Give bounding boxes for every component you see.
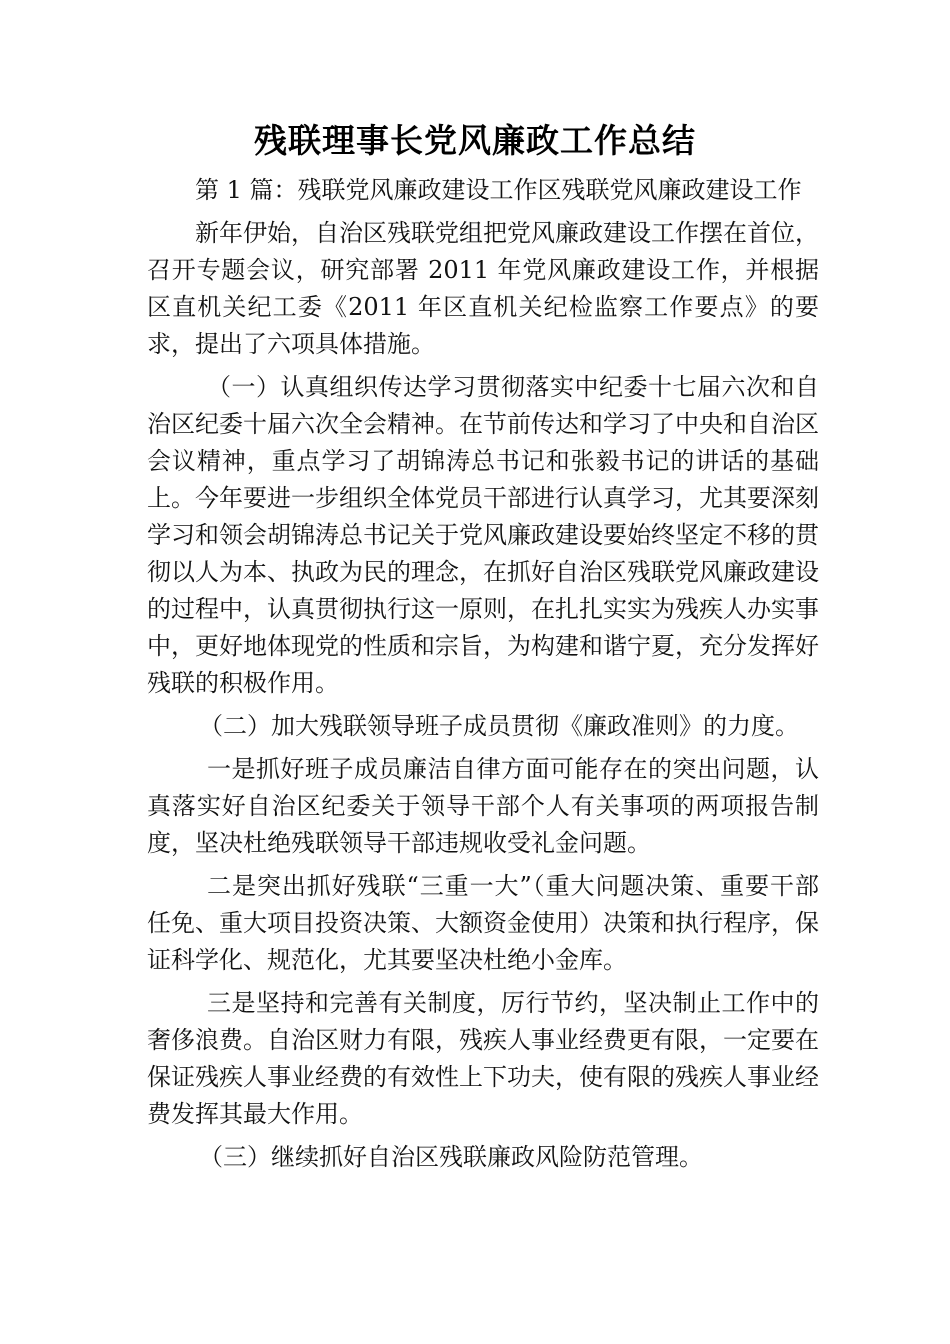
document-title: 残联理事长党风廉政工作总结: [254, 121, 696, 160]
paragraph-article-heading: 第 1 篇：残联党风廉政建设工作区残联党风廉政建设工作: [195, 176, 802, 204]
paragraph-measure-3: （三）继续抓好自治区残联廉政风险防范管理。: [199, 1143, 703, 1171]
paragraph-measure-2: （二）加大残联领导班子成员贯彻《廉政准则》的力度。: [199, 712, 799, 740]
document-body: [147, 172, 819, 1176]
paragraph-item-1: 一是抓好班子成员廉洁自律方面可能存在的突出问题，认真落实好自治区纪委关于领导干部个人有关事项的两项报告制度，坚决杜绝残联领导干部违规收受礼金问题。: [147, 755, 819, 857]
paragraph-item-3: 三是坚持和完善有关制度，厉行节约，坚决制止工作中的奢侈浪费。自治区财力有限，残疾人事业经费更有限，一定要在保证残疾人事业经费的有效性上下功夫，使有限的残疾人事业经费发挥其最大作用。: [147, 989, 819, 1128]
paragraph-measure-1: （一）认真组织传达学习贯彻落实中纪委十七届六次和自治区纪委十届六次全会精神。在节前传达和学习了中央和自治区会议精神，重点学习了胡锦涛总书记和张毅书记的讲话的基础上。今年要进一步组织全体党员干部进行认真学习，尤其要深刻学习和领会胡锦涛总书记关于党风廉政建设要始终坚定不移的贯彻以人为本、执政为民的理念，在抓好自治区残联党风廉政建设的过程中，认真贯彻执行这一原则，在扎扎实实为残疾人办实事中，更好地体现党的性质和宗旨，为构建和谐宁夏，充分发挥好残联的积极作用。: [147, 373, 819, 697]
paragraph-intro: 新年伊始，自治区残联党组把党风廉政建设工作摆在首位，召开专题会议，研究部署 2011 年党风廉政建设工作，并根据区直机关纪工委《2011 年区直机关纪检监察工作要点》的要求，提出了六项具体措施。: [147, 219, 819, 358]
paragraph-item-2: 二是突出抓好残联“三重一大”（重大问题决策、重要干部任免、重大项目投资决策、大额资金使用）决策和执行程序，保证科学化、规范化，尤其要坚决杜绝小金库。: [147, 872, 819, 974]
